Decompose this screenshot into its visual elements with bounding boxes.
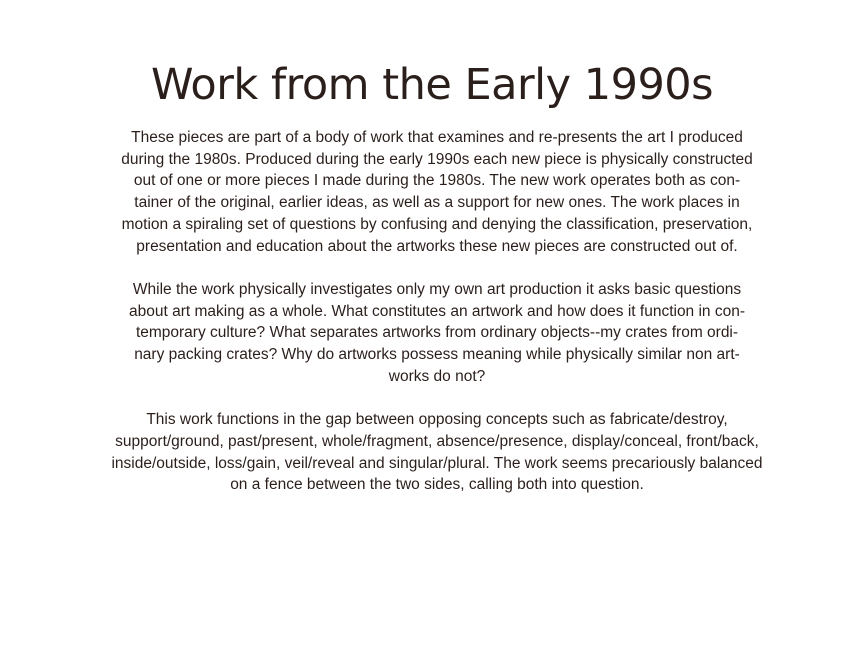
paragraph-questions xyxy=(92,279,782,388)
text-line: inside/outside, loss/gain, veil/reveal and singular/plural. The work seems precariously balanced xyxy=(111,454,763,472)
text-line: works do not? xyxy=(388,367,486,385)
text-line: This work functions in the gap between opposing concepts such as fabricate/destroy, xyxy=(146,411,728,429)
text-line: support/ground, past/present, whole/fragment, absence/presence, display/conceal, front/back, xyxy=(115,432,759,450)
text-line: out of one or more pieces I made during the 1980s. The new work operates both as con- xyxy=(133,172,741,190)
text-line: motion a spiraling set of questions by confusing and denying the classification, preservation, xyxy=(121,215,753,233)
paragraph-concepts xyxy=(92,409,782,496)
text-line: nary packing crates? Why do artworks possess meaning while physically similar non art- xyxy=(134,346,740,364)
text-line: on a fence between the two sides, calling both into question. xyxy=(230,476,644,494)
text-line: tainer of the original, earlier ideas, as well as a support for new ones. The work places in xyxy=(134,194,740,212)
text-line: While the work physically investigates only my own art production it asks basic questions xyxy=(132,280,742,298)
text-line: about art making as a whole. What constitutes an artwork and how does it function in con- xyxy=(128,302,746,320)
paragraph-intro xyxy=(92,127,782,257)
text-line: during the 1980s. Produced during the early 1990s each new piece is physically constructed xyxy=(121,150,753,168)
text-line: These pieces are part of a body of work that examines and re-presents the art I produced xyxy=(131,129,743,146)
page-title: Work from the Early 1990s xyxy=(150,60,714,110)
text-line: presentation and education about the artworks these new pieces are constructed out of. xyxy=(136,237,738,255)
text-line: temporary culture? What separates artworks from ordinary objects--my crates from ordi- xyxy=(135,324,739,342)
body-text xyxy=(92,127,782,496)
